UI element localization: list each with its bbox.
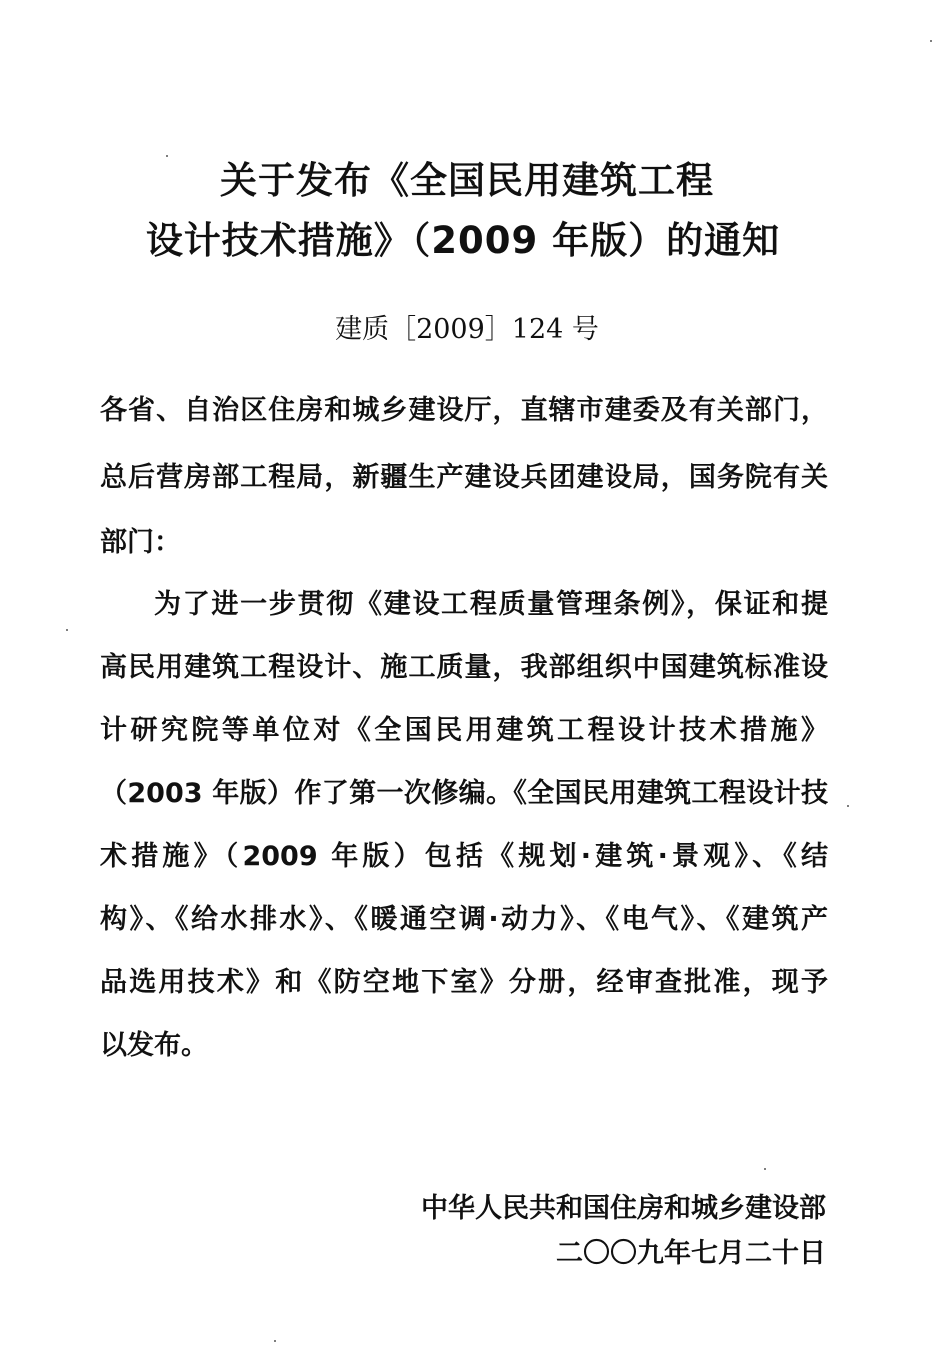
addressee-line: 部门：	[100, 527, 181, 558]
scan-speck	[764, 1168, 766, 1170]
body-line: 构》、《给水排水》、《暖通空调·动力》、《电气》、《建筑产	[100, 904, 828, 935]
body-line: 品选用技术》和《防空地下室》分册，经审查批准，现予	[100, 967, 828, 998]
body-line: 术措施》（2009 年版）包括《规划·建筑·景观》、《结	[100, 841, 828, 872]
title-line-2: 设计技术措施》（2009 年版）的通知	[145, 219, 781, 262]
addressee-line: 各省、自治区住房和城乡建设厅，直辖市建委及有关部门，	[100, 395, 828, 426]
body-line: 计研究院等单位对《全国民用建筑工程设计技术措施》	[100, 715, 828, 746]
body-line: 为了进一步贯彻《建设工程质量管理条例》，保证和提	[154, 589, 828, 620]
title-line-1: 关于发布《全国民用建筑工程	[220, 159, 714, 202]
scan-speck	[847, 805, 849, 807]
body-line: 高民用建筑工程设计、施工质量，我部组织中国建筑标准设	[100, 652, 828, 683]
addressee-line: 总后营房部工程局，新疆生产建设兵团建设局，国务院有关	[100, 462, 828, 493]
document-number: 建质［2009］124 号	[335, 314, 599, 345]
body-line: 以发布。	[100, 1030, 208, 1061]
scan-speck	[930, 40, 932, 42]
scan-speck	[66, 629, 68, 631]
scan-speck	[166, 155, 168, 157]
scan-speck	[274, 1340, 276, 1342]
signature-date: 二〇〇九年七月二十日	[556, 1238, 826, 1269]
signature-organization: 中华人民共和国住房和城乡建设部	[421, 1193, 826, 1224]
body-line: （2003 年版）作了第一次修编。《全国民用建筑工程设计技	[100, 778, 828, 809]
